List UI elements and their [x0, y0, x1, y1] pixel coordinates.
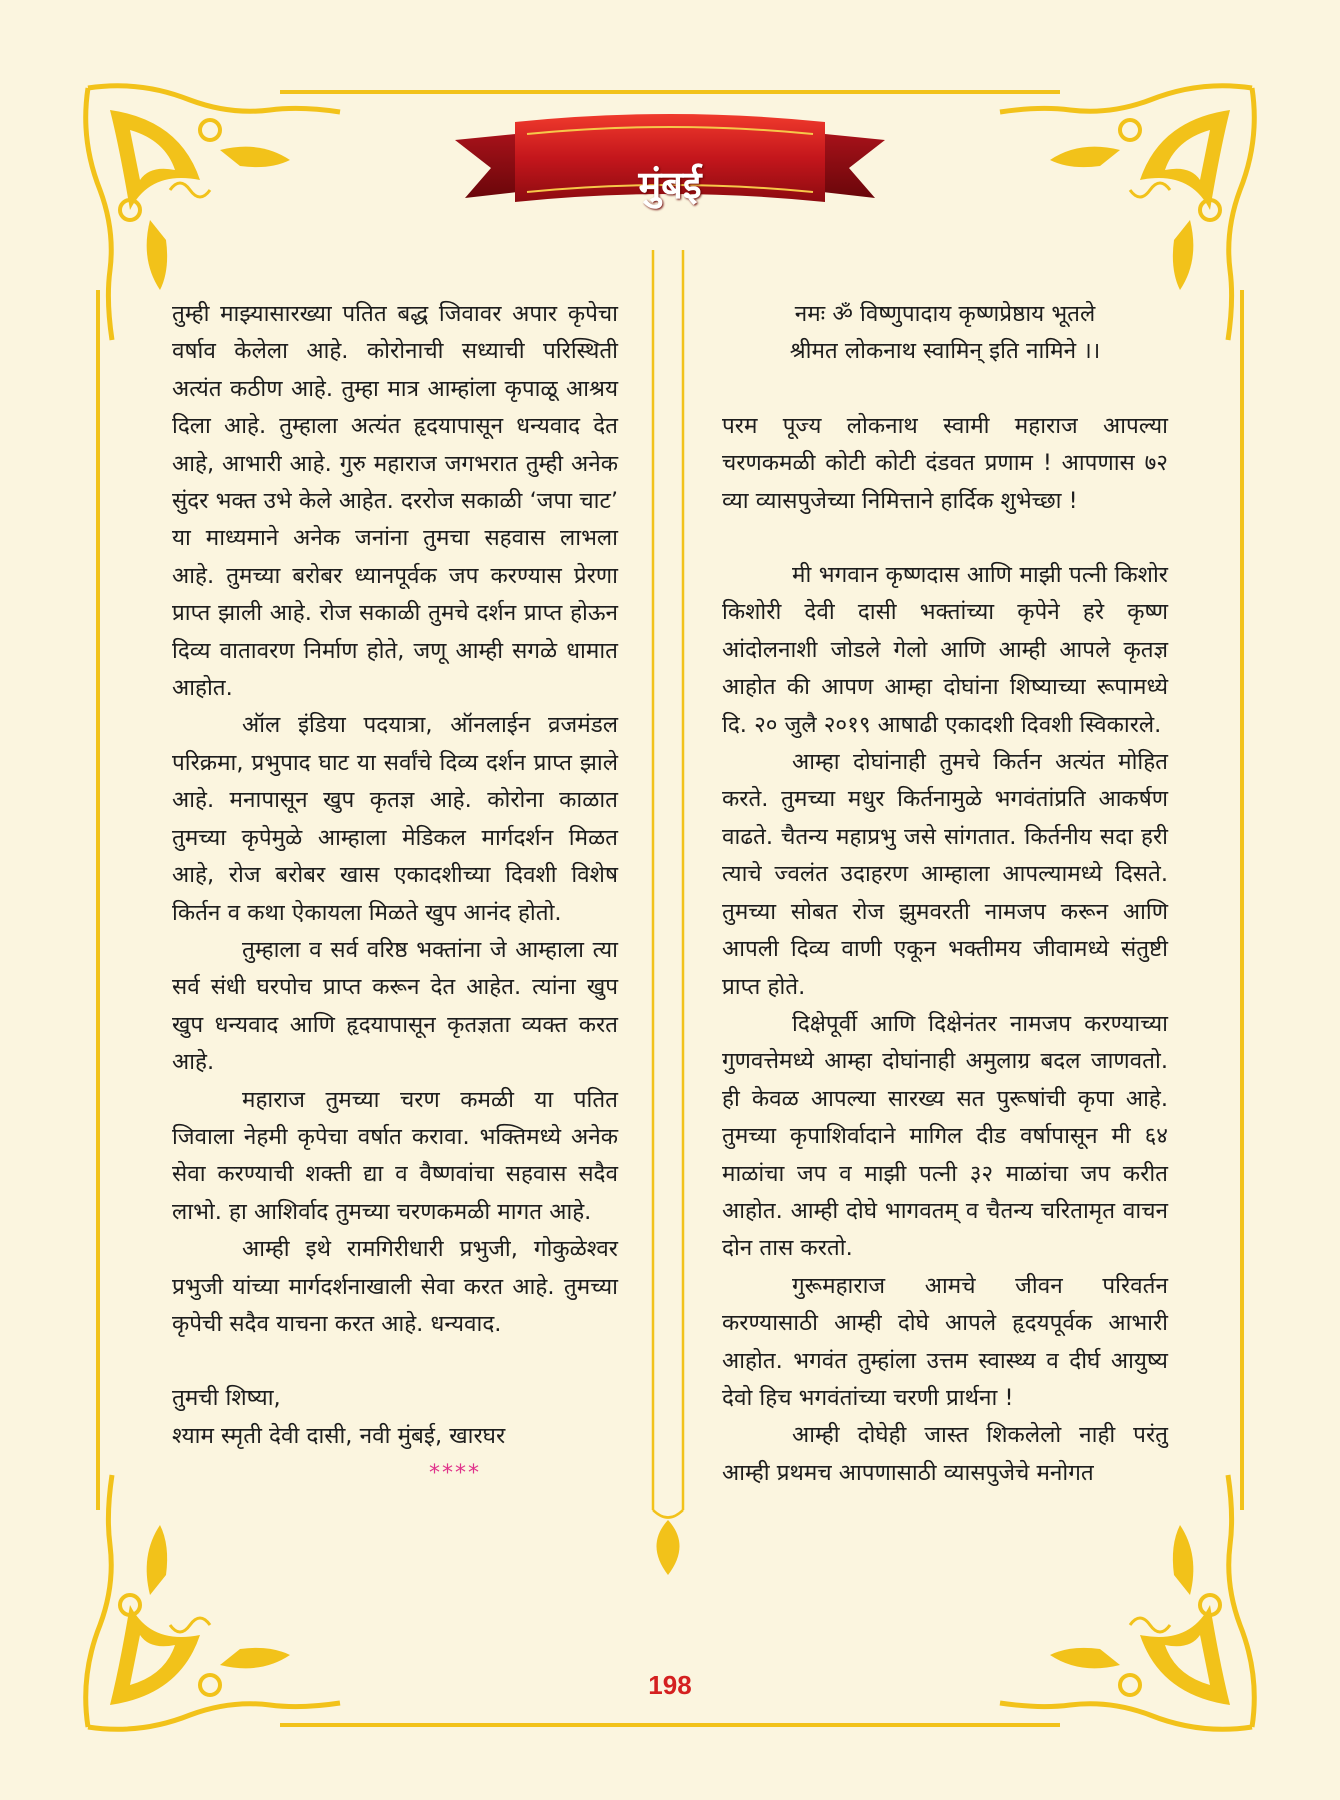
paragraph: महाराज तुमच्या चरण कमळी या पतित जिवाला नेहमी कृपेचा वर्षात करावा. भक्तिमध्ये अनेक सेवा करण्याची शक्ती द्या व वैष्णवांचा सहवास सदैव लाभो. हा आशिर्वाद तुमच्या चरणकमळी मागत आहे. — [172, 1086, 618, 1225]
paragraph: दिक्षेपूर्वी आणि दिक्षेनंतर नामजप करण्याच्या गुणवत्तेमध्ये आम्हा दोघांनाही अमुलाग्र बदल जाणवतो. ही केवळ आपल्या सारख्य सत पुरूषांची कृपा आहे. तुमच्या कृपाशिर्वादाने मागिल दीड वर्षापासून मी ६४ माळांचा जप व माझी पत्नी ३२ माळांचा जप करीत आहोत. आम्ही दोघे भागवतम् व चैतन्य चरितामृत वाचन दोन तास करतो. — [722, 1010, 1168, 1262]
left-column — [172, 296, 618, 1493]
signature-salutation: तुमची शिष्या, — [172, 1385, 281, 1412]
paragraph: ऑल इंडिया पदयात्रा, ऑनलाईन व्रजमंडल परिक्रमा, प्रभुपाद घाट या सर्वांचे दिव्य दर्शन प्राप्त झाले आहे. मनापासून खुप कृतज्ञ आहे. कोरोना काळात तुमच्या कृपेमुळे आम्हाला मेडिकल मार्गदर्शन मिळत आहे, रोज बरोबर खास एकादशीच्या दिवशी विशेष किर्तन व कथा ऐकायला मिळते खुप आनंद होतो. — [172, 712, 618, 926]
paragraph: मी भगवान कृष्णदास आणि माझी पत्नी किशोर किशोरी देवी दासी भक्तांच्या कृपेने हरे कृष्ण आंदोलनाशी जोडले गेलो आणि आम्ही आपले कृतज्ञ आहोत की आपण आम्हा दोघांना शिष्याच्या रूपामध्ये दि. २० जुलै २०१९ आषाढी एकादशी दिवशी स्विकारले. — [722, 562, 1168, 738]
page-number: 198 — [648, 1670, 692, 1700]
paragraph: आम्ही दोघेही जास्त शिकलेलो नाही परंतु आम्ही प्रथमच आपणासाठी व्यासपुजेचे मनोगत — [722, 1422, 1168, 1486]
paragraph: आम्हा दोघांनाही तुमचे किर्तन अत्यंत मोहित करते. तुमच्या मधुर किर्तनामुळे भगवंतांप्रति आकर्षण वाढते. चैतन्य महाप्रभु जसे सांगतात. किर्तनीय सदा हरी त्याचे ज्वलंत उदाहरण आम्हाला आपल्यामध्ये दिसते. तुमच्या सोबत रोज झुमवरती नामजप करून आणि आपली दिव्य वाणी एकून भक्तीमय जीवामध्ये संतुष्टी प्राप्त होते. — [722, 749, 1168, 1000]
signature-name: श्याम स्मृती देवी दासी, नवी मुंबई, खारघर — [172, 1422, 506, 1449]
right-column — [722, 296, 1168, 1492]
paragraph: गुरूमहाराज आमचे जीवन परिवर्तन करण्यासाठी आम्ही दोघे आपले हृदयपूर्वक आभारी आहोत. भगवंत तुम्हांला उत्तम स्वास्थ्य व दीर्घ आयुष्य देवो हिच भगवंतांच्या चरणी प्रार्थना ! — [722, 1272, 1168, 1411]
verse-line: नमः ॐ विष्णुपादाय कृष्णप्रेष्ठाय भूतले — [794, 301, 1096, 327]
paragraph: आम्ही इथे रामगिरीधारी प्रभुजी, गोकुळेश्वर प्रभुजी यांच्या मार्गदर्शनाखाली सेवा करत आहे. तुमच्या कृपेची सदैव याचना करत आहे. धन्यवाद. — [172, 1236, 618, 1337]
verse-line: श्रीमत लोकनाथ स्वामिन् इति नामिने ।। — [789, 338, 1101, 365]
paragraph: तुम्हाला व सर्व वरिष्ठ भक्तांना जे आम्हाला त्या सर्व संधी घरपोच प्राप्त करून देत आहेत. त्यांना खुप खुप धन्यवाद आणि हृदयापासून कृतज्ञता व्यक्त करत आहे. — [172, 936, 618, 1076]
greeting-paragraph: परम पूज्य लोकनाथ स्वामी महाराज आपल्या चरणकमळी कोटी कोटी दंडवत प्रणाम ! आपणास ७२ व्या व्यासपुजेच्या निमित्ताने हार्दिक शुभेच्छा ! — [722, 412, 1168, 514]
paragraph: तुम्ही माझ्यासारख्या पतित बद्ध जिवावर अपार कृपेचा वर्षाव केलेला आहे. कोरोनाची सध्याची परिस्थिती अत्यंत कठीण आहे. तुम्हा मात्र आम्हांला कृपाळू आश्रय दिला आहे. तुम्हाला अत्यंत हृदयापासून धन्यवाद देत आहे, आभारी आहे. गुरु महाराज जगभरात तुम्ही अनेक सुंदर भक्त उभे केले आहेत. दररोज सकाळी ‘जपा चाट’ या माध्यमाने अनेक जनांना तुमचा सहवास लाभला आहे. तुमच्या बरोबर ध्यानपूर्वक जप करण्यास प्रेरणा प्राप्त झाली आहे. रोज सकाळी तुमचे दर्शन प्राप्त होऊन दिव्य वातावरण निर्माण होते, जणू आम्ही सगळे धामात आहोत. — [172, 301, 618, 702]
separator-stars: **** — [429, 1461, 481, 1487]
page-title: मुंबई — [638, 163, 702, 207]
